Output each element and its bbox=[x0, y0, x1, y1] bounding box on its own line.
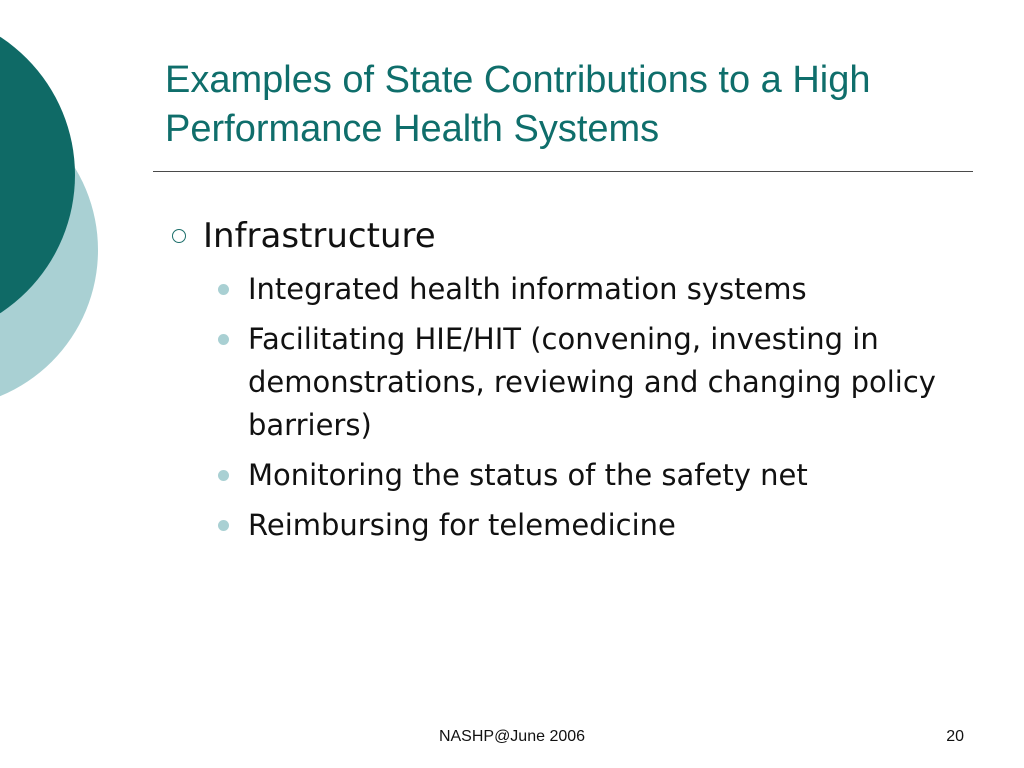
slide-title: Examples of State Contributions to a High Performance Health Systems bbox=[165, 59, 871, 150]
dot-bullet-icon bbox=[218, 334, 229, 345]
list-item-text: Monitoring the status of the safety net bbox=[248, 458, 808, 492]
hollow-circle-bullet-icon bbox=[172, 229, 186, 243]
list-item bbox=[218, 504, 972, 547]
heading-text: Infrastructure bbox=[203, 216, 436, 256]
dot-bullet-icon bbox=[218, 470, 229, 481]
slide-content bbox=[172, 212, 972, 554]
heading-item bbox=[172, 212, 972, 260]
list-item bbox=[218, 318, 972, 447]
list-item-text: Reimbursing for telemedicine bbox=[248, 508, 676, 542]
list-item-text: Integrated health information systems bbox=[248, 272, 807, 306]
list-item-text: Facilitating HIE/HIT (convening, investing in demonstrations, reviewing and changing policy barriers) bbox=[248, 322, 936, 442]
dot-bullet-icon bbox=[218, 520, 229, 531]
dot-bullet-icon bbox=[218, 284, 229, 295]
title-divider bbox=[153, 171, 973, 172]
decorative-circles bbox=[0, 0, 120, 420]
footer-text: NASHP@June 2006 bbox=[438, 728, 586, 745]
list-item bbox=[218, 454, 972, 497]
page-number: 20 bbox=[946, 728, 964, 745]
list-item bbox=[218, 268, 972, 311]
bullet-list bbox=[218, 268, 972, 547]
